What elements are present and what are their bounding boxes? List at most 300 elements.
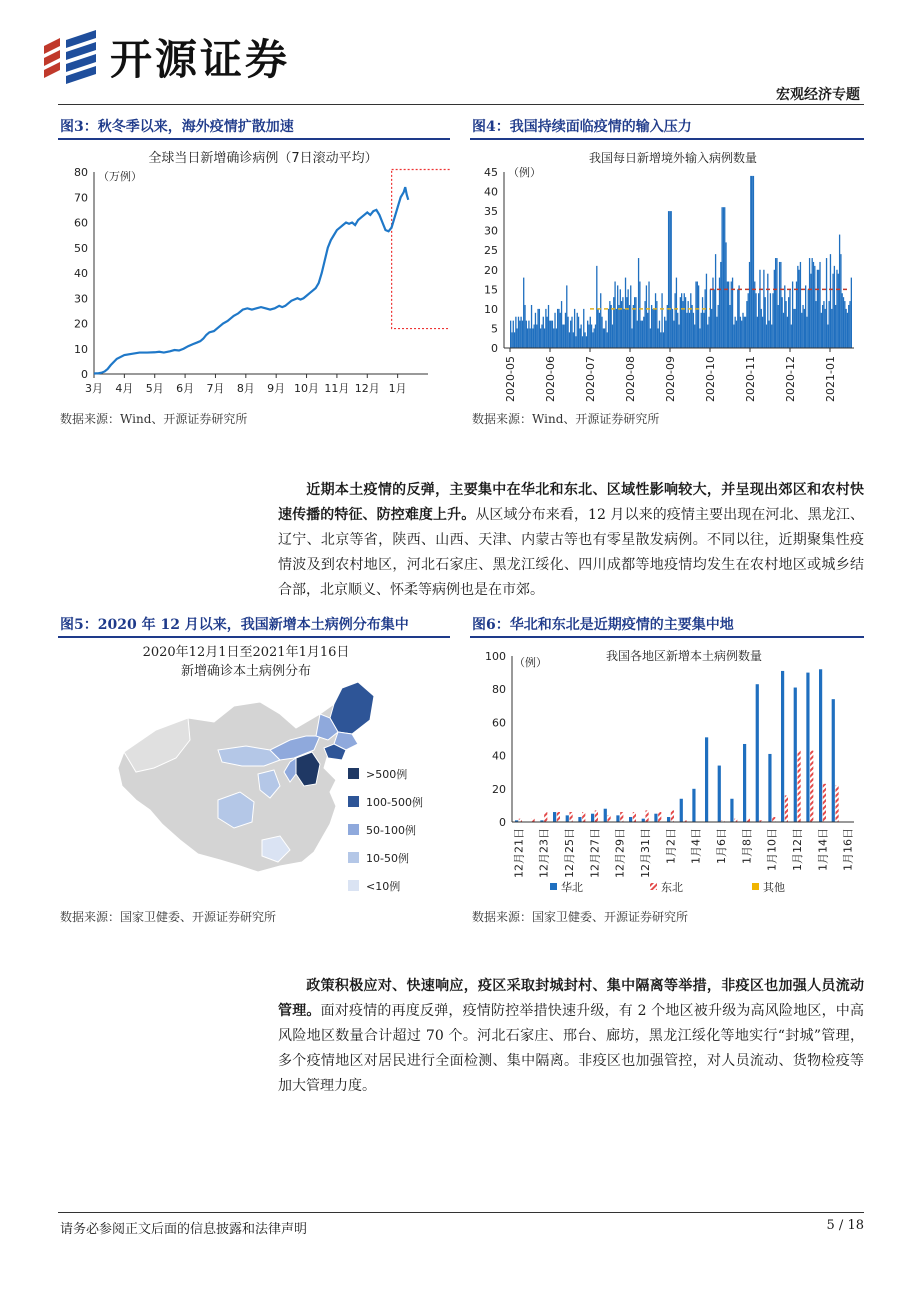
- fig4-bar: [567, 317, 568, 348]
- fig4-bar: [566, 285, 567, 348]
- fig4-bar: [558, 309, 559, 348]
- fig4-bar: [827, 325, 828, 348]
- fig4-bar: [810, 274, 811, 348]
- fig4-bar: [751, 176, 752, 348]
- fig4-bar: [633, 305, 634, 348]
- fig4-bar: [782, 297, 783, 348]
- fig6-ytick-label: 60: [492, 716, 506, 730]
- fig3-series-line: [94, 187, 408, 373]
- fig5-legend-swatch: [348, 768, 359, 779]
- fig4-bar: [591, 325, 592, 348]
- fig6-bar-东北: [582, 812, 585, 822]
- fig4-bar: [754, 282, 755, 348]
- fig4-bar: [800, 262, 801, 348]
- fig4-xtick-label: 2021-01: [824, 356, 837, 402]
- fig4-bar: [586, 336, 587, 348]
- para2-body: 面对疫情的再度反弹，疫情防控举措快速升级，有 2 个地区被升级为高风险地区，中高风险地区数量合计超过 70 个。河北石家庄、邢台、廊坊，黑龙江绥化等地实行“封城”管理，多个疫情地区对居民进行全面检测、集中隔离。非疫区也加强管控，对人员流动、货物检疫等加大管理力度。: [278, 1003, 865, 1094]
- fig4-bar: [523, 278, 524, 348]
- fig4-bar: [835, 305, 836, 348]
- fig4-bar: [611, 305, 612, 348]
- fig4-bar: [770, 293, 771, 348]
- fig4-bar: [663, 332, 664, 348]
- fig4-bar: [517, 328, 518, 348]
- fig4-bar: [654, 309, 655, 348]
- fig5-legend-swatch: [348, 880, 359, 891]
- fig3-source: 数据来源：Wind、开源证券研究所: [60, 412, 248, 426]
- fig6-bar-华北: [629, 817, 632, 822]
- header-rule: [58, 104, 864, 105]
- fig4-bar: [515, 317, 516, 348]
- china-map: [118, 682, 374, 872]
- fig4-bar: [792, 282, 793, 348]
- fig4-bar: [647, 313, 648, 348]
- fig4-bar: [761, 309, 762, 348]
- fig4-bar: [822, 305, 823, 348]
- fig4-bar: [644, 301, 645, 348]
- fig4-bar: [552, 321, 553, 348]
- fig4-bar: [651, 305, 652, 348]
- fig4-bar: [605, 321, 606, 348]
- fig4-bar: [646, 285, 647, 348]
- fig4-bar: [536, 325, 537, 348]
- fig4-bar: [766, 325, 767, 348]
- fig4-bar: [848, 305, 849, 348]
- fig4-bar: [831, 309, 832, 348]
- fig3-ytick-label: 70: [74, 191, 88, 205]
- fig4-bar: [708, 317, 709, 348]
- fig4-bar: [771, 325, 772, 348]
- fig4-bar: [641, 321, 642, 348]
- fig4-bar: [699, 328, 700, 348]
- fig4-chart: [470, 142, 864, 404]
- fig4-bar: [742, 313, 743, 348]
- fig4-bar: [664, 317, 665, 348]
- fig6-xtick-label: 1月10日: [765, 828, 779, 871]
- fig4-bar: [767, 274, 768, 348]
- fig3-xtick-label: 11月: [324, 382, 350, 395]
- fig4-bar: [668, 211, 669, 348]
- fig4-bar: [561, 301, 562, 348]
- fig3-ytick-label: 10: [74, 342, 88, 356]
- fig4-bar: [753, 176, 754, 348]
- fig6-ytick-label: 40: [492, 749, 506, 763]
- fig4-ytick-label: 0: [491, 342, 498, 355]
- brand-name: 开源证券: [110, 35, 291, 84]
- fig4-bar: [652, 309, 653, 348]
- fig4-bar: [762, 317, 763, 348]
- fig4-ytick-label: 30: [484, 224, 498, 238]
- fig4-bar: [707, 325, 708, 348]
- fig4-bar: [580, 325, 581, 348]
- fig6-source: 数据来源：国家卫健委、开源证券研究所: [472, 910, 689, 924]
- fig4-bar: [780, 262, 781, 348]
- page-number: 5 / 18: [826, 1218, 864, 1233]
- fig4-bar: [732, 278, 733, 348]
- fig4-bar: [592, 332, 593, 348]
- fig6-ytick-label: 80: [492, 683, 506, 697]
- fig4-bar: [560, 313, 561, 348]
- fig6-bar-东北: [595, 810, 598, 822]
- fig6-bar-东北: [823, 784, 826, 822]
- fig4-bar: [695, 282, 696, 348]
- fig4-bar: [590, 317, 591, 348]
- fig6-bar-华北: [794, 688, 797, 822]
- fig4-bar: [596, 266, 597, 348]
- fig4-bar: [698, 285, 699, 348]
- fig6-xtick-label: 12月25日: [563, 828, 576, 878]
- fig3-xtick-label: 1月: [388, 382, 407, 395]
- fig5-legend-swatch: [348, 824, 359, 835]
- fig4-bar: [778, 305, 779, 348]
- fig6-bar-华北: [768, 754, 771, 822]
- fig4-xtick-label: 2020-10: [704, 356, 717, 402]
- fig4-bar: [797, 266, 798, 348]
- fig4-bar: [735, 317, 736, 348]
- fig4-bar: [834, 266, 835, 348]
- fig4-bar: [638, 258, 639, 348]
- fig4-bar: [795, 309, 796, 348]
- fig4-xtick-label: 2020-08: [624, 356, 637, 402]
- fig4-bar: [655, 293, 656, 348]
- fig3-ytick-label: 20: [74, 317, 88, 331]
- fig6-xtick-label: 1月4日: [689, 828, 703, 864]
- fig4-bar: [710, 289, 711, 348]
- fig4-bar: [522, 321, 523, 348]
- fig3-chart-title: 全球当日新增确诊病例（7日滚动平均）: [148, 151, 378, 166]
- fig4-bar: [625, 278, 626, 348]
- fig4-bar: [643, 317, 644, 348]
- fig5-legend-swatch: [348, 796, 359, 807]
- fig6-bar-东北: [785, 795, 788, 822]
- fig4-bar: [798, 270, 799, 348]
- fig4-bar: [622, 297, 623, 348]
- fig4-bar: [648, 282, 649, 348]
- fig4-ytick-label: 20: [484, 263, 498, 277]
- fig6-legend-swatch: [550, 883, 557, 890]
- fig5-map-title-1: 2020年12月1日至2021年1月16日: [142, 645, 350, 660]
- fig4-bar: [736, 321, 737, 348]
- para1-body: 从区域分布来看，12 月以来的疫情主要出现在河北、黑龙江、辽宁、北京等省，陕西、山西、天津、内蒙古等也有零星散发病例。不同以往，近期聚集性疫情波及到农村地区，河北石家庄、黑龙江绥化、四川成都等地疫情均发生在农村地区或城乡结合部，北京顺义、怀柔等病例也是在市郊。: [278, 507, 865, 598]
- fig4-bar: [518, 317, 519, 348]
- fig3-xtick-label: 6月: [176, 382, 195, 395]
- fig4-bar: [550, 321, 551, 348]
- fig4-bar: [725, 242, 726, 348]
- fig4-bar: [703, 313, 704, 348]
- fig4-bar: [554, 313, 555, 348]
- fig4-bar: [661, 293, 662, 348]
- fig6-bar-华北: [566, 815, 569, 822]
- fig4-ytick-label: 40: [484, 185, 498, 199]
- fig4-bar: [681, 293, 682, 348]
- fig4-bar: [806, 317, 807, 348]
- fig4-ytick-label: 10: [484, 302, 498, 316]
- fig3-ytick-label: 50: [74, 241, 88, 255]
- fig4-xtick-label: 2020-05: [504, 356, 517, 402]
- fig4-bar: [842, 293, 843, 348]
- fig4-bar: [574, 309, 575, 348]
- fig6-xtick-label: 12月21日: [512, 828, 526, 878]
- fig4-ytick-label: 5: [491, 322, 498, 336]
- fig6-bar-华北: [832, 699, 835, 822]
- brand-logo: [40, 22, 290, 92]
- fig4-bar: [513, 321, 514, 348]
- fig6-bar-东北: [633, 812, 636, 822]
- fig4-xtick-label: 2020-06: [544, 356, 557, 402]
- fig6-bar-华北: [616, 815, 619, 822]
- fig4-bar: [609, 301, 610, 348]
- fig6-bar-华北: [756, 684, 759, 822]
- fig6-bar-东北: [557, 812, 560, 822]
- fig4-bar: [836, 270, 837, 348]
- fig4-bar: [600, 293, 601, 348]
- fig6-bar-东北: [544, 812, 547, 822]
- fig4-bar: [718, 305, 719, 348]
- fig6-xtick-label: 12月29日: [613, 828, 627, 878]
- fig4-bar: [684, 293, 685, 348]
- para1-lead: 近期本土疫情的反弹，主要集中在华北和东北、区域性影响较大，并呈现出郊区和农村快速传播的特征、防控难度上升。: [278, 482, 864, 523]
- fig4-bar: [631, 328, 632, 348]
- fig6-xtick-label: 1月12日: [791, 828, 804, 871]
- fig6-title: 图6：华北和东北是近期疫情的主要集中地: [472, 617, 734, 633]
- fig4-bar: [727, 282, 728, 348]
- fig6-xtick-label: 1月6日: [715, 828, 728, 864]
- fig4-xtick-label: 2020-12: [784, 356, 797, 402]
- fig4-bar: [595, 325, 596, 348]
- fig4-bar: [845, 309, 846, 348]
- fig3-xtick-label: 5月: [145, 382, 164, 395]
- fig4-bar: [569, 332, 570, 348]
- fig4-bar: [658, 328, 659, 348]
- fig4-bar: [802, 305, 803, 348]
- fig4-bar: [748, 293, 749, 348]
- fig4-bar: [801, 313, 802, 348]
- fig4-bar: [535, 313, 536, 348]
- fig4-bar: [556, 328, 557, 348]
- fig5-legend-label: 100-500例: [366, 796, 423, 809]
- fig3-xtick-label: 8月: [236, 382, 255, 395]
- fig5-legend-label: 10-50例: [366, 852, 409, 865]
- fig4-bar: [805, 285, 806, 348]
- fig3-chart: [58, 142, 450, 404]
- fig4-bar: [690, 293, 691, 348]
- fig6-chart: [470, 640, 864, 902]
- fig6-bar-华北: [692, 789, 695, 822]
- fig4-bar: [608, 309, 609, 348]
- fig6-legend-swatch: [650, 883, 657, 890]
- fig4-bar: [514, 332, 515, 348]
- fig4-bar: [588, 325, 589, 348]
- fig4-bar: [741, 321, 742, 348]
- fig4-bar: [678, 325, 679, 348]
- fig4-bar: [577, 313, 578, 348]
- fig4-bar: [612, 325, 613, 348]
- fig4-bar: [768, 321, 769, 348]
- fig4-y-unit: （例）: [508, 166, 541, 179]
- fig4-bar: [783, 313, 784, 348]
- fig4-bar: [813, 262, 814, 348]
- fig6-xtick-label: 12月27日: [588, 828, 602, 878]
- fig4-bar: [677, 313, 678, 348]
- fig4-bar: [650, 328, 651, 348]
- para2-lead: 政策积极应对、快速响应，疫区采取封城封村、集中隔离等举措，非疫区也加强人员流动管理。: [278, 978, 864, 1019]
- fig4-bar: [637, 321, 638, 348]
- fig4-bar: [597, 309, 598, 348]
- fig6-legend-swatch: [752, 883, 759, 890]
- fig6-bar-华北: [578, 817, 581, 822]
- fig3-ytick-label: 80: [74, 166, 88, 179]
- fig4-bar: [626, 297, 627, 348]
- fig4-bar: [847, 313, 848, 348]
- fig4-bar: [528, 321, 529, 348]
- fig4-bar: [694, 325, 695, 348]
- paragraph-local-outbreak: [278, 478, 864, 603]
- fig4-bar: [712, 278, 713, 348]
- fig4-bar: [642, 321, 643, 348]
- fig4-bar: [840, 254, 841, 348]
- fig6-xtick-label: 1月2日: [664, 828, 678, 864]
- fig4-bar: [669, 211, 670, 348]
- report-topic: 宏观经济专题: [776, 87, 860, 103]
- fig4-ytick-label: 45: [484, 166, 498, 179]
- fig4-bar: [745, 317, 746, 348]
- fig6-bar-东北: [658, 812, 661, 822]
- fig6-bar-华北: [743, 744, 746, 822]
- fig4-bar: [604, 328, 605, 348]
- fig4-bar: [656, 301, 657, 348]
- fig4-xtick-label: 2020-09: [664, 356, 677, 402]
- fig6-ytick-label: 0: [499, 816, 506, 829]
- fig4-bar: [676, 278, 677, 348]
- fig4-bar: [540, 328, 541, 348]
- fig4-bar: [532, 328, 533, 348]
- fig4-bar: [815, 301, 816, 348]
- fig4-bar: [674, 293, 675, 348]
- fig3-xtick-label: 10月: [294, 382, 320, 395]
- fig4-bar: [573, 332, 574, 348]
- fig4-bar: [758, 293, 759, 348]
- fig6-bar-华北: [604, 809, 607, 822]
- fig5-legend-label: 50-100例: [366, 824, 416, 837]
- fig6-bar-华北: [730, 799, 733, 822]
- fig4-bar: [541, 325, 542, 348]
- fig3-xtick-label: 12月: [354, 382, 380, 395]
- fig4-bar: [533, 325, 534, 348]
- fig4-bar: [531, 305, 532, 348]
- fig6-bar-东北: [607, 815, 610, 822]
- fig4-bar: [520, 317, 521, 348]
- fig6-bar-华北: [654, 814, 657, 822]
- fig3-xtick-label: 3月: [85, 382, 103, 395]
- fig4-bar: [599, 313, 600, 348]
- fig4-bar: [547, 317, 548, 348]
- fig4-bar: [565, 313, 566, 348]
- fig4-ytick-label: 25: [484, 244, 498, 258]
- fig4-bar: [549, 321, 550, 348]
- fig5-map: [58, 640, 450, 902]
- fig6-bar-华北: [667, 817, 670, 822]
- fig4-bar: [704, 289, 705, 348]
- fig4-bar: [667, 305, 668, 348]
- fig4-bar: [543, 317, 544, 348]
- fig4-bar: [775, 258, 776, 348]
- fig4-ytick-label: 15: [484, 283, 498, 297]
- footer-disclaimer: 请务必参阅正文后面的信息披露和法律声明: [60, 1222, 308, 1237]
- fig6-legend-label: 东北: [661, 881, 683, 894]
- fig4-bar: [711, 309, 712, 348]
- fig4-bar: [757, 317, 758, 348]
- fig4-bar: [740, 317, 741, 348]
- fig4-bar: [791, 325, 792, 348]
- fig4-bar: [616, 309, 617, 348]
- fig4-bar: [825, 309, 826, 348]
- fig4-bar: [510, 321, 511, 348]
- fig4-bar: [629, 305, 630, 348]
- fig4-bar: [746, 301, 747, 348]
- fig4-bar: [688, 301, 689, 348]
- fig4-bar: [763, 270, 764, 348]
- fig4-bar: [785, 301, 786, 348]
- fig4-bar: [553, 328, 554, 348]
- fig3-ytick-label: 40: [74, 267, 88, 280]
- fig3-title-rule: [58, 138, 450, 140]
- fig4-bar: [672, 309, 673, 348]
- fig3-highlight-box: [392, 169, 450, 328]
- fig4-bar: [594, 328, 595, 348]
- fig4-bar: [744, 317, 745, 348]
- fig4-bar: [750, 176, 751, 348]
- fig4-bar: [659, 321, 660, 348]
- fig4-bar: [715, 254, 716, 348]
- fig4-bar: [537, 309, 538, 348]
- fig4-bar: [613, 297, 614, 348]
- footer-rule: [58, 1212, 864, 1213]
- fig4-title-rule: [470, 138, 864, 140]
- fig4-bar: [673, 321, 674, 348]
- fig6-bar-东北: [569, 812, 572, 822]
- fig4-bar: [570, 321, 571, 348]
- fig4-bar: [691, 305, 692, 348]
- fig3-xtick-label: 9月: [267, 382, 286, 395]
- fig6-y-unit: （例）: [514, 656, 547, 669]
- fig3-ytick-label: 60: [74, 216, 88, 230]
- fig4-bar: [665, 321, 666, 348]
- fig6-bar-华北: [781, 671, 784, 822]
- fig5-title: 图5：2020 年 12 月以来，我国新增本土病例分布集中: [60, 617, 409, 633]
- fig4-bar: [639, 282, 640, 348]
- fig6-bar-华北: [591, 814, 594, 822]
- fig5-legend-label: <10例: [366, 880, 401, 893]
- fig4-bar: [587, 321, 588, 348]
- fig6-bar-华北: [680, 799, 683, 822]
- fig4-bar: [582, 336, 583, 348]
- fig4-bar: [630, 285, 631, 348]
- fig4-bar: [812, 258, 813, 348]
- fig4-bar: [702, 297, 703, 348]
- logo-icon: [40, 28, 102, 86]
- fig4-xtick-label: 2020-11: [744, 356, 757, 402]
- fig4-bar: [723, 207, 724, 348]
- fig6-title-rule: [470, 636, 864, 638]
- fig4-bar: [814, 266, 815, 348]
- fig6-chart-title: 我国各地区新增本土病例数量: [605, 649, 763, 663]
- fig4-bar: [617, 285, 618, 348]
- fig6-ytick-label: 20: [492, 782, 506, 796]
- fig6-bar-华北: [806, 673, 809, 822]
- fig4-bar: [787, 317, 788, 348]
- fig4-bar: [624, 309, 625, 348]
- fig6-bar-东北: [797, 751, 800, 822]
- fig4-bar: [527, 328, 528, 348]
